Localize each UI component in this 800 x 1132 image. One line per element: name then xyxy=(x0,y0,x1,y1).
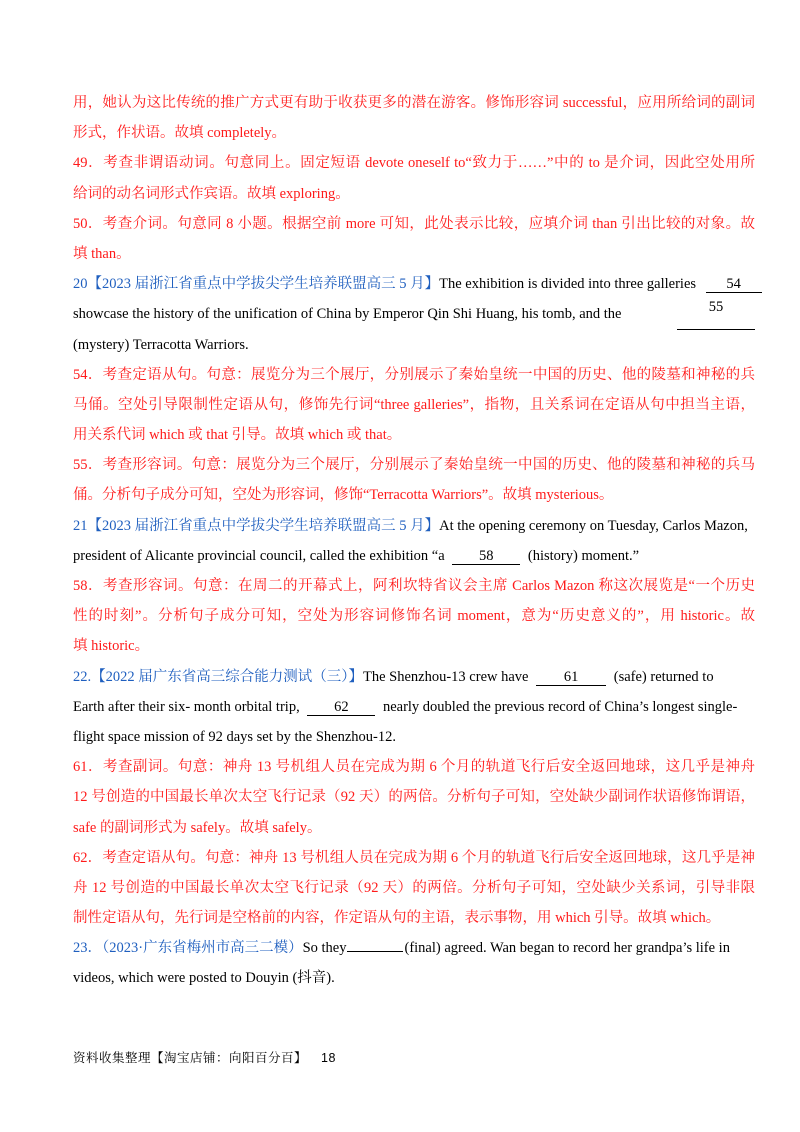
question-text: Earth after their six- month orbital trip, xyxy=(73,698,300,715)
question-text: The Shenzhou-13 crew have xyxy=(363,668,529,685)
question-text: The exhibition is divided into three galleries xyxy=(439,276,697,293)
answer-54-line: 用关系代词 which 或 that 引导。故填 which 或 that。 xyxy=(73,427,402,444)
answer-blank[interactable]: 54 xyxy=(706,276,762,293)
question-20-line-1 xyxy=(73,269,755,299)
answer-58-line: 性的时刻”。分析句子成分可知，空处为形容词修饰名词 moment，意为“历史意义的”，用 historic。故 xyxy=(73,608,755,625)
answer-line: 用，她认为这比传统的推广方式更有助于收获更多的潜在游客。修饰形容词 successful，应用所给词的副词 xyxy=(73,95,755,111)
question-text: (safe) returned to xyxy=(613,668,714,685)
answer-blank[interactable]: 55 xyxy=(677,299,755,329)
answer-50-line: 50．考查介词。句意同 8 小题。根据空前 more 可知，此处表示比较，应填介词 than 引出比较的对象。故 xyxy=(73,215,755,232)
answer-50-line: 填 than。 xyxy=(73,245,131,262)
answer-blank[interactable]: 62 xyxy=(307,699,375,716)
answer-55-line: 55．考查形容词。句意：展览分为三个展厅，分别展示了秦始皇统一中国的历史、他的陵墓和神秘的兵马 xyxy=(73,457,755,474)
answer-58-line: 58．考查形容词。句意：在周二的开幕式上，阿利坎特省议会主席 Carlos Mazon 称这次展览是“一个历史 xyxy=(73,578,755,594)
question-21-line-1 xyxy=(73,511,755,541)
question-text: nearly doubled the previous record of China’s longest single- xyxy=(382,698,738,715)
question-text: (final) agreed. Wan began to record her grandpa’s life in xyxy=(404,940,730,957)
question-text: So they xyxy=(302,940,347,957)
question-23-line-1 xyxy=(73,933,755,963)
question-text: president of Alicante provincial council, called the exhibition “a xyxy=(73,547,445,564)
answer-58-line: 填 historic。 xyxy=(73,638,150,655)
question-text: At the opening ceremony on Tuesday, Carlos Mazon, xyxy=(439,517,748,534)
question-text: (history) moment.” xyxy=(527,547,640,564)
question-source: 22.【2022 届广东省高三综合能力测试（三）】 xyxy=(73,668,363,685)
answer-62-line: 62．考查定语从句。句意：神舟 13 号机组人员在完成为期 6 个月的轨道飞行后安全返回地球，这几乎是神 xyxy=(73,849,755,866)
question-text: (mystery) Terracotta Warriors. xyxy=(73,336,249,353)
answer-blank[interactable]: 61 xyxy=(536,669,606,686)
question-22-line-2 xyxy=(73,692,755,722)
question-text: videos, which were posted to Douyin (抖音). xyxy=(73,970,335,987)
answer-61-line: 61．考查副词。句意：神舟 13 号机组人员在完成为期 6 个月的轨道飞行后安全返回地球，这几乎是神舟 xyxy=(73,759,755,776)
document-page xyxy=(73,88,755,994)
answer-54-line: 马俑。空处引导限制性定语从句，修饰先行词“three galleries”，指物，且关系词在定语从句中担当主语， xyxy=(73,396,755,413)
answer-49-line: 给词的动名词形式作宾语。故填 exploring。 xyxy=(73,185,350,202)
answer-62-line: 制性定语从句，先行词是空格前的内容，作定语从句的主语，表示事物，用 which 引导。故填 which。 xyxy=(73,910,721,927)
answer-54-line: 54．考查定语从句。句意：展览分为三个展厅，分别展示了秦始皇统一中国的历史、他的陵墓和神秘的兵 xyxy=(73,366,755,383)
question-20-line-2 xyxy=(73,299,755,329)
page-number: 18 xyxy=(321,1051,336,1065)
question-21-line-2 xyxy=(73,541,755,571)
answer-line: 形式，作状语。故填 completely。 xyxy=(73,125,287,142)
answer-55-line: 俑。分析句子成分可知，空处为形容词，修饰“Terracotta Warriors”。故填 mysterious。 xyxy=(73,487,614,504)
question-source: 21【2023 届浙江省重点中学拔尖学生培养联盟高三 5 月】 xyxy=(73,517,440,534)
answer-61-line: safe 的副词形式为 safely。故填 safely。 xyxy=(73,819,322,836)
question-source: 23．（2023·广东省梅州市高三二模） xyxy=(73,940,303,957)
answer-blank[interactable]: 58 xyxy=(452,548,520,565)
question-text: flight space mission of 92 days set by the Shenzhou-12. xyxy=(73,728,396,745)
footer-text: 资料收集整理【淘宝店铺：向阳百分百】 xyxy=(73,1051,308,1065)
answer-49-line: 49．考查非谓语动词。句意同上。固定短语 devote oneself to“致力于……”中的 to 是介词，因此空处用所 xyxy=(73,155,755,172)
answer-61-line: 12 号创造的中国最长单次太空飞行记录（92 天）的两倍。分析句子可知，空处缺少副词作状语修饰谓语， xyxy=(73,789,755,806)
answer-blank[interactable] xyxy=(347,951,403,952)
question-text: showcase the history of the unification of China by Emperor Qin Shi Huang, his tomb, and the xyxy=(73,306,622,323)
question-22-line-1 xyxy=(73,662,755,692)
question-source: 20【2023 届浙江省重点中学拔尖学生培养联盟高三 5 月】 xyxy=(73,276,440,293)
page-footer xyxy=(73,1048,336,1066)
answer-62-line: 舟 12 号创造的中国最长单次太空飞行记录（92 天）的两倍。分析句子可知，空处缺少关系词，引导非限 xyxy=(73,879,755,896)
